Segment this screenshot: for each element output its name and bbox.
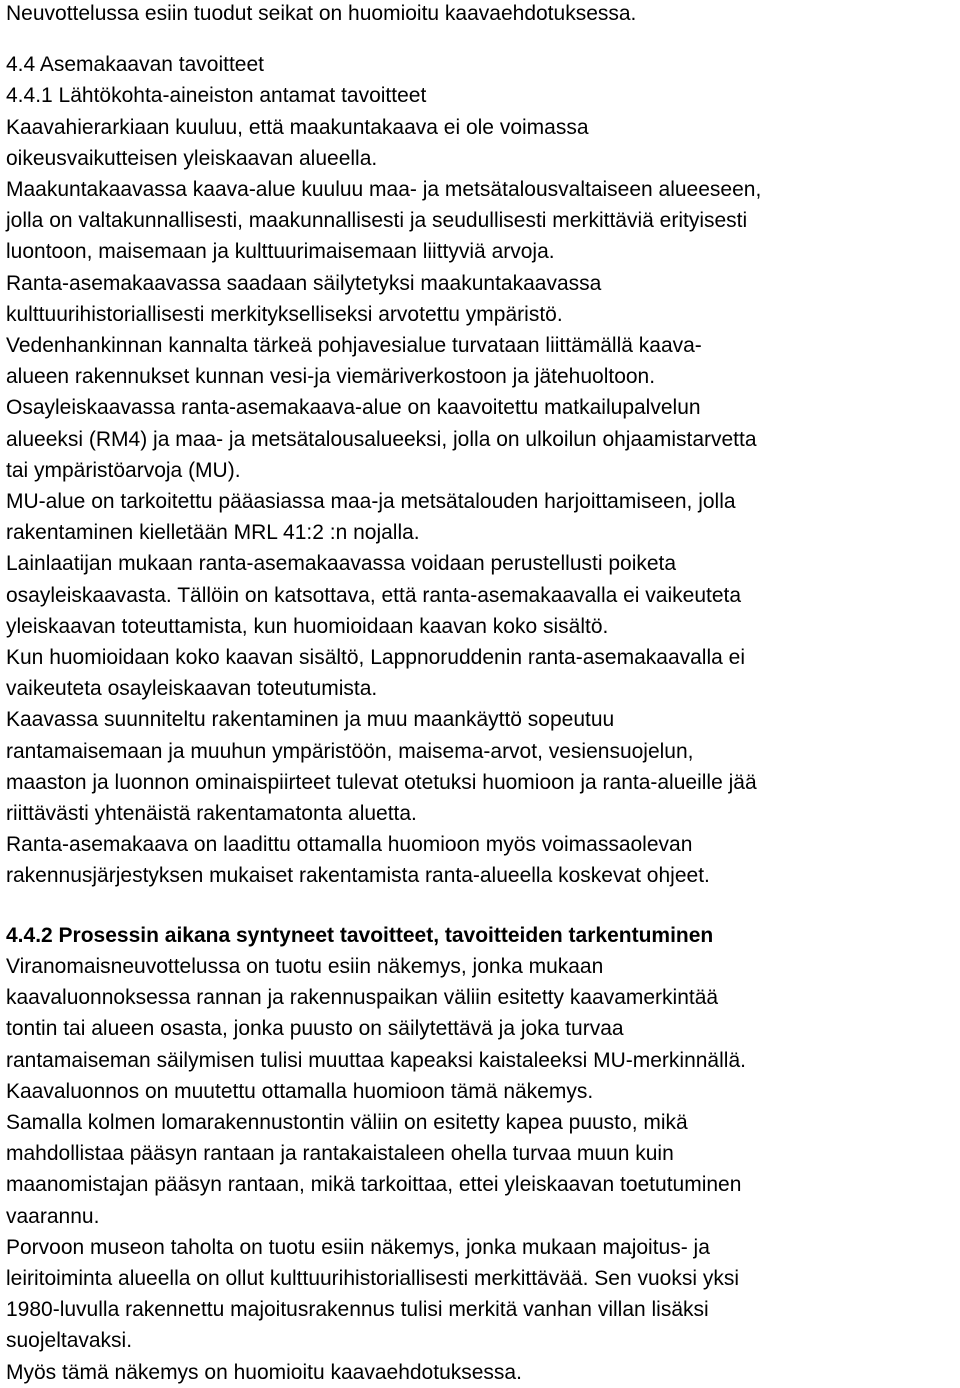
body-line: oikeusvaikutteisen yleiskaavan alueella. [6, 146, 378, 170]
body-line: Samalla kolmen lomarakennustontin väliin on esitetty kapea puusto, mikä [6, 1110, 688, 1134]
body-line: Kaavassa suunniteltu rakentaminen ja muu maankäyttö sopeutuu [6, 708, 615, 732]
body-line: vaarannu. [6, 1204, 100, 1228]
body-line: maaston ja luonnon ominaispiirteet tulevat otetuksi huomioon ja ranta-alueille jää [6, 770, 757, 794]
body-line: rantamaisemaan ja muuhun ympäristöön, maisema-arvot, vesiensuojelun, [6, 739, 694, 763]
body-line: jolla on valtakunnallisesti, maakunnallisesti ja seudullisesti merkittäviä erityisesti [6, 209, 748, 233]
subsection-1-heading: 4.4.1 Lähtökohta-aineiston antamat tavoitteet [6, 84, 427, 108]
body-line: Kaavaluonnos on muutettu ottamalla huomioon tämä näkemys. [6, 1079, 594, 1103]
body-line: Ranta-asemakaavassa saadaan säilytetyksi maakuntakaavassa [6, 271, 602, 295]
subsection-2-heading: 4.4.2 Prosessin aikana syntyneet tavoitteet, tavoitteiden tarkentuminen [6, 923, 714, 947]
body-line: Myös tämä näkemys on huomioitu kaavaehdotuksessa. [6, 1360, 522, 1384]
body-line: suojeltavaksi. [6, 1329, 133, 1353]
body-line: yleiskaavan toteuttamista, kun huomioidaan kaavan koko sisältö. [6, 614, 609, 638]
intro-paragraph: Neuvottelussa esiin tuodut seikat on huomioitu kaavaehdotuksessa. [6, 2, 637, 25]
body-line: Vedenhankinnan kannalta tärkeä pohjavesialue turvataan liittämällä kaava- [6, 334, 702, 358]
document-page [6, 0, 960, 1388]
body-line: rakentaminen kielletään MRL 41:2 :n nojalla. [6, 521, 420, 545]
body-line: kaavaluonnoksessa rannan ja rakennuspaikan väliin esitetty kaavamerkintää [6, 986, 719, 1010]
body-line: rakennusjärjestyksen mukaiset rakentamista ranta-alueella koskevat ohjeet. [6, 864, 710, 888]
paragraph-gap [6, 892, 960, 920]
body-line: tai ympäristöarvoja (MU). [6, 458, 241, 482]
body-line: tontin tai alueen osasta, jonka puusto on säilytettävä ja joka turvaa [6, 1017, 624, 1041]
body-line: riittävästi yhtenäistä rakentamatonta aluetta. [6, 802, 417, 826]
body-line: mahdollistaa pääsyn rantaan ja rantakaistaleen ohella turvaa muun kuin [6, 1142, 674, 1166]
body-line: Porvoon museon taholta on tuotu esiin näkemys, jonka mukaan majoitus- ja [6, 1235, 710, 1259]
subsection-1-body [6, 112, 960, 892]
body-line: maanomistajan pääsyn rantaan, mikä tarkoittaa, ettei yleiskaavan toetutuminen [6, 1173, 742, 1197]
body-line: Kun huomioidaan koko kaavan sisältö, Lappnoruddenin ranta-asemakaavalla ei [6, 646, 745, 670]
body-line: MU-alue on tarkoitettu pääasiassa maa-ja metsätalouden harjoittamiseen, jolla [6, 490, 736, 514]
body-line: leiritoiminta alueella on ollut kulttuurihistoriallisesti merkittävää. Sen vuoksi yksi [6, 1266, 739, 1290]
body-line: osayleiskaavasta. Tällöin on katsottava, että ranta-asemakaavalla ei vaikeuteta [6, 583, 742, 607]
body-line: Kaavahierarkiaan kuuluu, että maakuntakaava ei ole voimassa [6, 115, 589, 139]
body-line: Ranta-asemakaava on laadittu ottamalla huomioon myös voimassaolevan [6, 833, 693, 857]
body-line: Lainlaatijan mukaan ranta-asemakaavassa voidaan perustellusti poiketa [6, 552, 677, 576]
body-line: Maakuntakaavassa kaava-alue kuuluu maa- ja metsätalousvaltaiseen alueeseen, [6, 178, 762, 202]
body-line: vaikeuteta osayleiskaavan toteutumista. [6, 677, 378, 701]
body-line: rantamaiseman säilymisen tulisi muuttaa kapeaksi kaistaleeksi MU-merkinnällä. [6, 1048, 746, 1072]
body-line: kulttuurihistoriallisesti merkitykselliseksi arvotettu ympäristö. [6, 302, 563, 326]
body-line: luontoon, maisemaan ja kulttuurimaisemaan liittyviä arvoja. [6, 240, 555, 264]
subsection-2-body [6, 951, 960, 1388]
body-line: 1980-luvulla rakennettu majoitusrakennus tulisi merkitä vanhan villan lisäksi [6, 1298, 709, 1322]
body-line: alueen rakennukset kunnan vesi-ja viemäriverkostoon ja jätehuoltoon. [6, 365, 656, 389]
body-line: Viranomaisneuvottelussa on tuotu esiin näkemys, jonka mukaan [6, 954, 604, 978]
section-heading: 4.4 Asemakaavan tavoitteet [6, 53, 264, 77]
body-line: Osayleiskaavassa ranta-asemakaava-alue on kaavoitettu matkailupalvelun [6, 396, 701, 420]
body-line: alueeksi (RM4) ja maa- ja metsätalousalueeksi, jolla on ulkoilun ohjaamistarvetta [6, 427, 757, 451]
